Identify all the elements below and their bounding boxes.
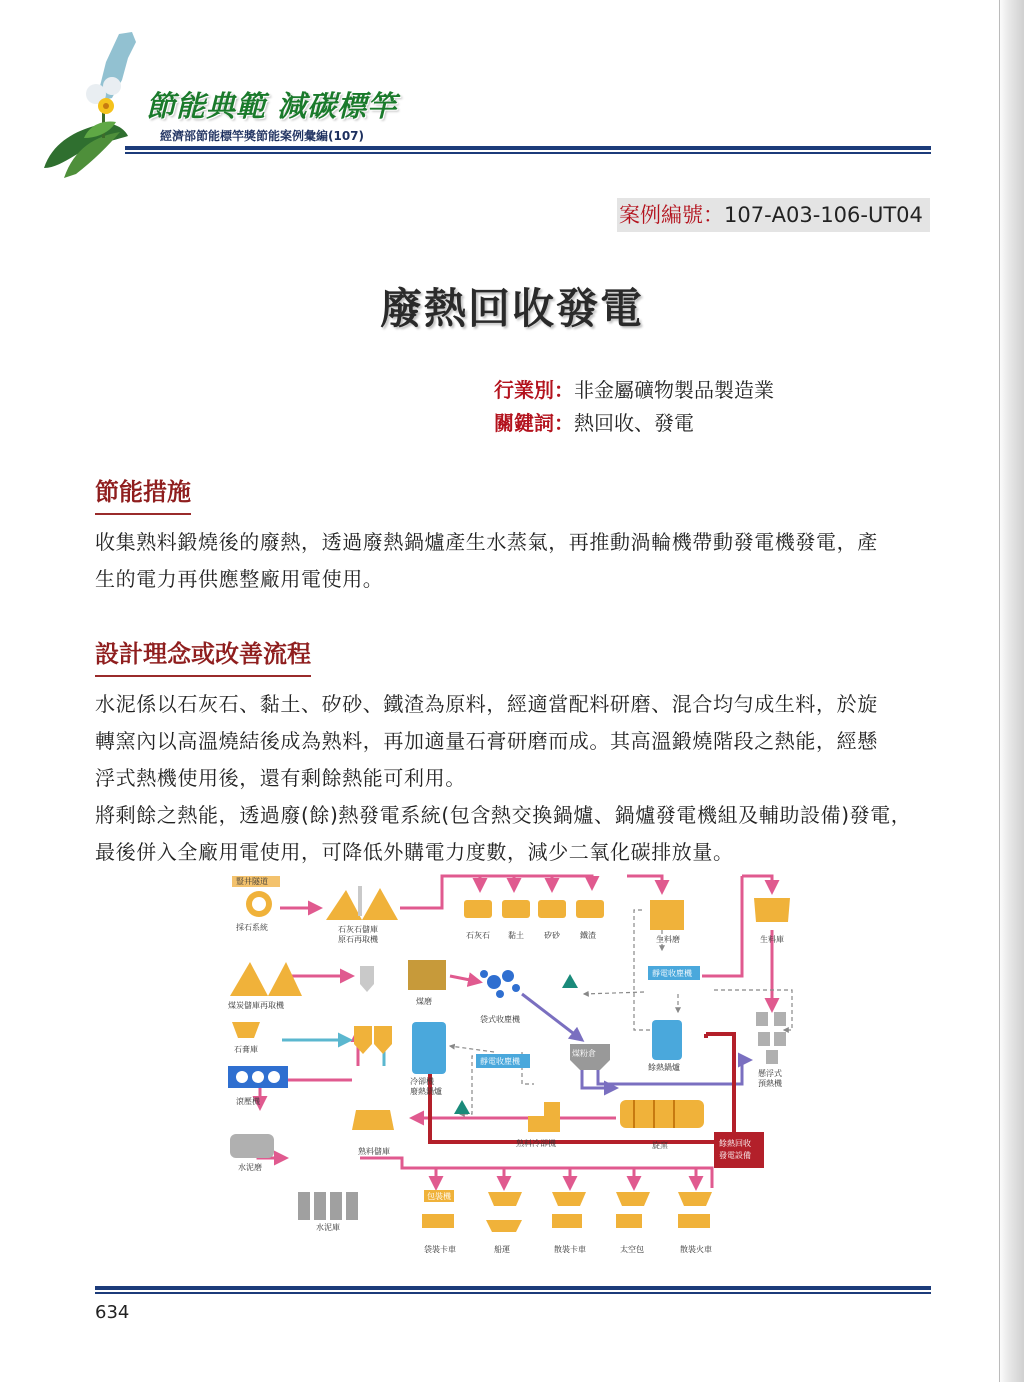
label-coal-mill: 煤磨 [416,997,432,1006]
keywords-label: 關鍵詞： [494,411,574,435]
svg-text:預熱機: 預熱機 [758,1079,782,1088]
label-vertical-shaft: 豎井隧道 [236,877,268,886]
page-number: 634 [95,1302,130,1323]
paragraph-line: 水泥係以石灰石、黏土、矽砂、鐵渣為原料，經適當配料研磨、混合均勻成生料，於旋 [95,692,878,716]
footer-rule-thin [95,1292,931,1294]
label-clinker-cooler: 熟料冷卻機 [516,1139,556,1148]
label-cooler-boiler: 冷卻機 [410,1077,434,1086]
header-rule-thin [125,152,931,154]
label-bulk-train: 散裝火車 [680,1245,712,1254]
label-silica: 矽砂 [544,931,560,940]
case-number-box [617,198,930,232]
section-body-design [95,686,931,871]
paragraph-line: 將剩餘之熱能，透過廢(餘)熱發電系統(包含熱交換鍋爐、鍋爐發電機組及輔助設備)發電， [95,803,912,827]
label-cement-silo: 水泥庫 [316,1223,340,1232]
section-body-measures [95,524,931,598]
document-title: 廢熱回收發電 [379,284,644,333]
keywords-value: 熱回收、發電 [574,411,694,435]
label-iron-slag: 鐵渣 [580,931,596,940]
label-limestone: 石灰石 [466,931,490,940]
svg-text:廢熱鍋爐: 廢熱鍋爐 [410,1087,442,1096]
industry-value: 非金屬礦物製品製造業 [574,378,774,402]
label-bulk-truck: 散裝卡車 [554,1245,586,1254]
label-whr-system: 餘熱回收 [719,1139,751,1148]
label-esp-mid: 靜電收塵機 [480,1057,520,1066]
label-clinker-silo: 熟料儲庫 [358,1147,390,1156]
paragraph-line: 最後併入全廠用電使用，可降低外購電力度數，減少二氧化碳排放量。 [95,840,734,864]
label-gypsum: 石膏庫 [234,1045,258,1054]
label-clay: 黏土 [508,931,524,940]
keywords-row [494,407,694,436]
paragraph-line: 轉窯內以高溫燒結後成為熟料，再加適量石膏研磨而成。其高溫鍛燒階段之熱能，經懸 [95,729,878,753]
label-coal-storage: 煤炭儲庫再取機 [228,1001,284,1010]
label-cement-mill: 水泥磨 [238,1163,262,1172]
case-number-label: 案例編號： [619,203,724,227]
cement-process-diagram [222,870,804,1260]
label-bag-truck: 袋裝卡車 [424,1245,456,1254]
paragraph-line: 浮式熱機使用後，還有剩餘熱能可利用。 [95,766,466,790]
label-raw-mill: 生料磨 [656,935,680,944]
svg-text:原石再取機: 原石再取機 [338,935,378,944]
label-kiln: 旋窯 [652,1141,668,1150]
label-raw-meal-silo: 生料庫 [760,935,784,944]
label-mining: 採石系統 [236,923,268,932]
header-rule [125,146,931,150]
header-subtitle: 經濟部節能標竿獎節能案例彙編(107) [160,129,365,143]
page-edge-shadow [998,0,1024,1382]
label-bag-filter: 袋式收塵機 [480,1015,520,1024]
page-edge-line [999,0,1000,1382]
case-number-value: 107-A03-106-UT04 [724,203,923,227]
label-residual-boiler: 餘熱鍋爐 [648,1063,680,1072]
section-heading-design: 設計理念或改善流程 [95,634,311,677]
label-limestone-storage: 石灰石儲庫 [338,925,378,934]
label-packing: 包裝機 [427,1192,451,1201]
industry-label: 行業別： [494,378,574,402]
paragraph-line: 收集熟料鍛燒後的廢熱，透過廢熱鍋爐產生水蒸氣，再推動渦輪機帶動發電機發電，產 [95,530,878,554]
svg-text:發電設備: 發電設備 [719,1151,751,1160]
label-ship: 船運 [494,1245,510,1254]
label-esp-top: 靜電收塵機 [652,969,692,978]
label-coal-bin: 煤粉倉 [572,1049,596,1058]
header-title: 節能典範 減碳標竿 [146,89,398,123]
label-roller-press: 滾壓機 [236,1097,260,1106]
label-container: 太空包 [620,1245,644,1254]
section-heading-measures: 節能措施 [95,472,191,515]
paragraph-line: 生的電力再供應整廠用電使用。 [95,567,384,591]
label-preheater: 懸浮式 [758,1069,782,1078]
industry-row [494,374,774,403]
footer-rule [95,1286,931,1290]
